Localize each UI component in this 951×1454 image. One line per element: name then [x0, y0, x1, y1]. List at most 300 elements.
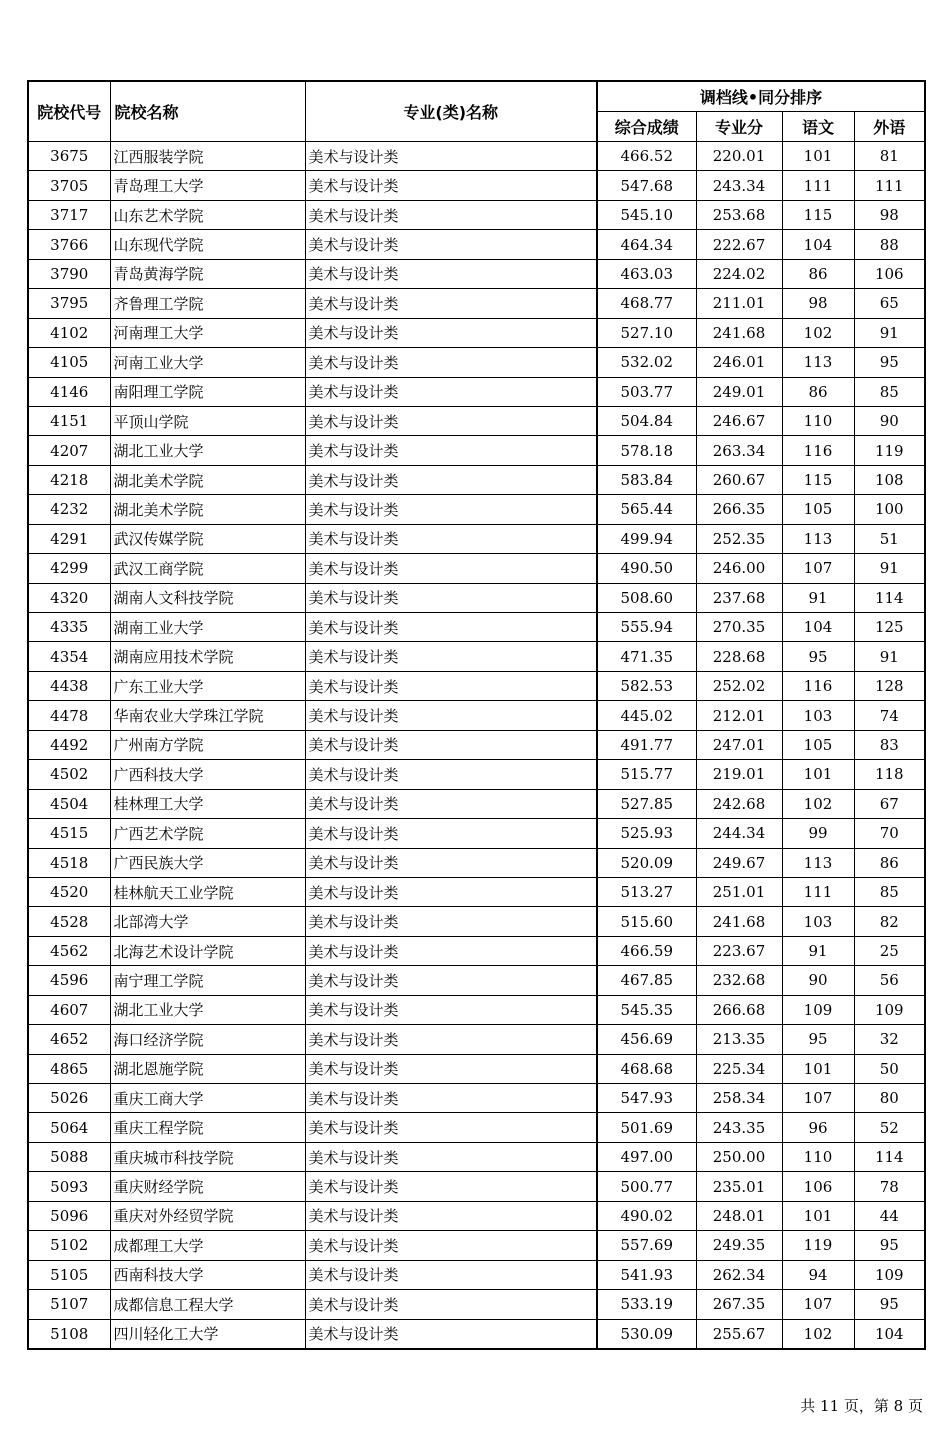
foreign-score: 114	[854, 583, 925, 612]
total-score: 499.94	[597, 524, 696, 553]
table-row	[28, 200, 925, 229]
school-code: 4515	[28, 819, 110, 848]
chinese-score: 119	[782, 1231, 854, 1260]
school-code: 5102	[28, 1231, 110, 1260]
school-name: 湖北工业大学	[110, 436, 305, 465]
foreign-score: 95	[854, 1290, 925, 1319]
school-code: 4504	[28, 789, 110, 818]
major-score: 247.01	[696, 730, 782, 759]
header-major-score: 专业分	[696, 112, 782, 142]
foreign-score: 86	[854, 848, 925, 877]
chinese-score: 113	[782, 348, 854, 377]
table-row	[28, 377, 925, 406]
foreign-score: 95	[854, 348, 925, 377]
major-score: 228.68	[696, 642, 782, 671]
major-name: 美术与设计类	[305, 642, 597, 671]
foreign-score: 50	[854, 1054, 925, 1083]
major-name: 美术与设计类	[305, 406, 597, 435]
major-score: 262.34	[696, 1260, 782, 1289]
major-name: 美术与设计类	[305, 1290, 597, 1319]
major-name: 美术与设计类	[305, 877, 597, 906]
chinese-score: 104	[782, 613, 854, 642]
foreign-score: 91	[854, 318, 925, 347]
school-name: 桂林航天工业学院	[110, 877, 305, 906]
major-name: 美术与设计类	[305, 936, 597, 965]
total-score: 471.35	[597, 642, 696, 671]
chinese-score: 115	[782, 465, 854, 494]
major-score: 220.01	[696, 142, 782, 171]
school-name: 四川轻化工大学	[110, 1319, 305, 1349]
major-score: 266.35	[696, 495, 782, 524]
major-name: 美术与设计类	[305, 259, 597, 288]
foreign-score: 108	[854, 465, 925, 494]
total-score: 500.77	[597, 1172, 696, 1201]
school-name: 河南理工大学	[110, 318, 305, 347]
school-code: 3705	[28, 171, 110, 200]
table-row	[28, 289, 925, 318]
table-row	[28, 1025, 925, 1054]
foreign-score: 70	[854, 819, 925, 848]
foreign-score: 83	[854, 730, 925, 759]
school-code: 4102	[28, 318, 110, 347]
school-code: 3795	[28, 289, 110, 318]
major-name: 美术与设计类	[305, 171, 597, 200]
school-name: 广西科技大学	[110, 760, 305, 789]
school-code: 4291	[28, 524, 110, 553]
total-score: 545.10	[597, 200, 696, 229]
major-name: 美术与设计类	[305, 142, 597, 171]
major-score: 250.00	[696, 1142, 782, 1171]
school-name: 平顶山学院	[110, 406, 305, 435]
foreign-score: 91	[854, 642, 925, 671]
school-code: 3790	[28, 259, 110, 288]
header-school: 院校名称	[110, 81, 305, 142]
school-name: 山东艺术学院	[110, 200, 305, 229]
major-name: 美术与设计类	[305, 1113, 597, 1142]
chinese-score: 96	[782, 1113, 854, 1142]
table-row	[28, 495, 925, 524]
table-row	[28, 1113, 925, 1142]
table-row	[28, 142, 925, 171]
table-row	[28, 1231, 925, 1260]
chinese-score: 104	[782, 230, 854, 259]
total-score: 466.52	[597, 142, 696, 171]
admission-score-table	[27, 80, 926, 1350]
school-code: 5096	[28, 1201, 110, 1230]
school-code: 3717	[28, 200, 110, 229]
major-score: 237.68	[696, 583, 782, 612]
school-name: 湖北工业大学	[110, 995, 305, 1024]
chinese-score: 105	[782, 730, 854, 759]
school-name: 广东工业大学	[110, 671, 305, 700]
foreign-score: 95	[854, 1231, 925, 1260]
chinese-score: 111	[782, 171, 854, 200]
school-name: 江西服装学院	[110, 142, 305, 171]
major-score: 213.35	[696, 1025, 782, 1054]
school-name: 华南农业大学珠江学院	[110, 701, 305, 730]
chinese-score: 105	[782, 495, 854, 524]
total-score: 513.27	[597, 877, 696, 906]
chinese-score: 107	[782, 554, 854, 583]
table-row	[28, 1260, 925, 1289]
total-score: 504.84	[597, 406, 696, 435]
total-score: 501.69	[597, 1113, 696, 1142]
table-row	[28, 995, 925, 1024]
total-score: 456.69	[597, 1025, 696, 1054]
school-name: 重庆城市科技学院	[110, 1142, 305, 1171]
chinese-score: 102	[782, 318, 854, 347]
foreign-score: 80	[854, 1084, 925, 1113]
major-score: 243.34	[696, 171, 782, 200]
table-row	[28, 701, 925, 730]
school-code: 5064	[28, 1113, 110, 1142]
major-score: 219.01	[696, 760, 782, 789]
total-score: 557.69	[597, 1231, 696, 1260]
header-major: 专业(类)名称	[305, 81, 597, 142]
major-name: 美术与设计类	[305, 1054, 597, 1083]
major-score: 266.68	[696, 995, 782, 1024]
major-score: 253.68	[696, 200, 782, 229]
major-name: 美术与设计类	[305, 819, 597, 848]
table-row	[28, 789, 925, 818]
school-code: 4299	[28, 554, 110, 583]
school-name: 山东现代学院	[110, 230, 305, 259]
school-code: 4438	[28, 671, 110, 700]
major-score: 252.02	[696, 671, 782, 700]
school-code: 4596	[28, 966, 110, 995]
table-row	[28, 1290, 925, 1319]
table-row	[28, 966, 925, 995]
foreign-score: 85	[854, 377, 925, 406]
chinese-score: 110	[782, 406, 854, 435]
table-row	[28, 907, 925, 936]
table-row	[28, 406, 925, 435]
total-score: 468.77	[597, 289, 696, 318]
foreign-score: 74	[854, 701, 925, 730]
header-total: 综合成绩	[597, 112, 696, 142]
school-name: 湖南工业大学	[110, 613, 305, 642]
major-name: 美术与设计类	[305, 701, 597, 730]
table-row	[28, 171, 925, 200]
total-score: 527.85	[597, 789, 696, 818]
major-name: 美术与设计类	[305, 583, 597, 612]
major-name: 美术与设计类	[305, 1319, 597, 1349]
foreign-score: 44	[854, 1201, 925, 1230]
major-score: 246.01	[696, 348, 782, 377]
school-code: 4502	[28, 760, 110, 789]
major-name: 美术与设计类	[305, 554, 597, 583]
major-name: 美术与设计类	[305, 289, 597, 318]
foreign-score: 114	[854, 1142, 925, 1171]
major-score: 223.67	[696, 936, 782, 965]
school-code: 4218	[28, 465, 110, 494]
school-code: 4478	[28, 701, 110, 730]
school-code: 4151	[28, 406, 110, 435]
major-score: 243.35	[696, 1113, 782, 1142]
foreign-score: 98	[854, 200, 925, 229]
table-row	[28, 465, 925, 494]
chinese-score: 91	[782, 583, 854, 612]
total-score: 532.02	[597, 348, 696, 377]
total-score: 503.77	[597, 377, 696, 406]
total-score: 533.19	[597, 1290, 696, 1319]
table-body	[28, 142, 925, 1349]
chinese-score: 101	[782, 142, 854, 171]
foreign-score: 119	[854, 436, 925, 465]
table-row	[28, 760, 925, 789]
table-row	[28, 877, 925, 906]
chinese-score: 99	[782, 819, 854, 848]
table-row	[28, 1084, 925, 1113]
total-score: 515.77	[597, 760, 696, 789]
school-name: 武汉传媒学院	[110, 524, 305, 553]
total-score: 547.68	[597, 171, 696, 200]
major-name: 美术与设计类	[305, 377, 597, 406]
total-score: 520.09	[597, 848, 696, 877]
total-score: 467.85	[597, 966, 696, 995]
school-name: 重庆工商大学	[110, 1084, 305, 1113]
major-name: 美术与设计类	[305, 1025, 597, 1054]
table-row	[28, 848, 925, 877]
table-row	[28, 1319, 925, 1349]
foreign-score: 25	[854, 936, 925, 965]
table-row	[28, 1172, 925, 1201]
foreign-score: 82	[854, 907, 925, 936]
school-code: 5107	[28, 1290, 110, 1319]
foreign-score: 118	[854, 760, 925, 789]
major-name: 美术与设计类	[305, 848, 597, 877]
total-score: 497.00	[597, 1142, 696, 1171]
chinese-score: 103	[782, 907, 854, 936]
major-name: 美术与设计类	[305, 318, 597, 347]
major-score: 249.67	[696, 848, 782, 877]
major-score: 235.01	[696, 1172, 782, 1201]
school-code: 4520	[28, 877, 110, 906]
major-name: 美术与设计类	[305, 348, 597, 377]
school-name: 广西民族大学	[110, 848, 305, 877]
school-code: 4354	[28, 642, 110, 671]
foreign-score: 100	[854, 495, 925, 524]
major-score: 248.01	[696, 1201, 782, 1230]
header-chinese: 语文	[782, 112, 854, 142]
total-score: 583.84	[597, 465, 696, 494]
total-score: 463.03	[597, 259, 696, 288]
foreign-score: 109	[854, 1260, 925, 1289]
total-score: 508.60	[597, 583, 696, 612]
chinese-score: 95	[782, 642, 854, 671]
foreign-score: 56	[854, 966, 925, 995]
foreign-score: 88	[854, 230, 925, 259]
school-code: 4232	[28, 495, 110, 524]
school-code: 4105	[28, 348, 110, 377]
major-name: 美术与设计类	[305, 524, 597, 553]
major-score: 270.35	[696, 613, 782, 642]
major-name: 美术与设计类	[305, 1231, 597, 1260]
major-name: 美术与设计类	[305, 613, 597, 642]
total-score: 525.93	[597, 819, 696, 848]
school-code: 4562	[28, 936, 110, 965]
school-code: 4335	[28, 613, 110, 642]
major-score: 225.34	[696, 1054, 782, 1083]
school-name: 湖南人文科技学院	[110, 583, 305, 612]
foreign-score: 91	[854, 554, 925, 583]
school-name: 桂林理工大学	[110, 789, 305, 818]
major-score: 244.34	[696, 819, 782, 848]
major-score: 246.00	[696, 554, 782, 583]
foreign-score: 32	[854, 1025, 925, 1054]
header-group: 调档线•同分排序	[597, 81, 925, 112]
major-score: 252.35	[696, 524, 782, 553]
foreign-score: 52	[854, 1113, 925, 1142]
total-score: 547.93	[597, 1084, 696, 1113]
school-name: 海口经济学院	[110, 1025, 305, 1054]
chinese-score: 116	[782, 671, 854, 700]
school-name: 西南科技大学	[110, 1260, 305, 1289]
major-name: 美术与设计类	[305, 495, 597, 524]
foreign-score: 104	[854, 1319, 925, 1349]
foreign-score: 51	[854, 524, 925, 553]
table-row	[28, 436, 925, 465]
foreign-score: 85	[854, 877, 925, 906]
major-name: 美术与设计类	[305, 1201, 597, 1230]
school-name: 齐鲁理工学院	[110, 289, 305, 318]
school-code: 4528	[28, 907, 110, 936]
school-name: 广州南方学院	[110, 730, 305, 759]
total-score: 464.34	[597, 230, 696, 259]
chinese-score: 113	[782, 524, 854, 553]
school-code: 4146	[28, 377, 110, 406]
major-score: 258.34	[696, 1084, 782, 1113]
major-score: 212.01	[696, 701, 782, 730]
school-code: 4607	[28, 995, 110, 1024]
school-code: 5105	[28, 1260, 110, 1289]
school-code: 5108	[28, 1319, 110, 1349]
total-score: 490.50	[597, 554, 696, 583]
school-name: 湖南应用技术学院	[110, 642, 305, 671]
school-name: 南宁理工学院	[110, 966, 305, 995]
chinese-score: 116	[782, 436, 854, 465]
school-name: 重庆工程学院	[110, 1113, 305, 1142]
major-score: 241.68	[696, 907, 782, 936]
major-name: 美术与设计类	[305, 1142, 597, 1171]
table-row	[28, 554, 925, 583]
major-score: 249.01	[696, 377, 782, 406]
school-name: 武汉工商学院	[110, 554, 305, 583]
chinese-score: 110	[782, 1142, 854, 1171]
major-name: 美术与设计类	[305, 760, 597, 789]
major-score: 263.34	[696, 436, 782, 465]
foreign-score: 128	[854, 671, 925, 700]
school-name: 湖北恩施学院	[110, 1054, 305, 1083]
total-score: 466.59	[597, 936, 696, 965]
table-row	[28, 819, 925, 848]
school-name: 南阳理工学院	[110, 377, 305, 406]
total-score: 565.44	[597, 495, 696, 524]
table-row	[28, 1142, 925, 1171]
foreign-score: 111	[854, 171, 925, 200]
table-row	[28, 730, 925, 759]
chinese-score: 86	[782, 259, 854, 288]
school-name: 北海艺术设计学院	[110, 936, 305, 965]
chinese-score: 111	[782, 877, 854, 906]
total-score: 490.02	[597, 1201, 696, 1230]
foreign-score: 78	[854, 1172, 925, 1201]
chinese-score: 109	[782, 995, 854, 1024]
school-name: 广西艺术学院	[110, 819, 305, 848]
chinese-score: 101	[782, 1054, 854, 1083]
chinese-score: 102	[782, 1319, 854, 1349]
school-code: 5088	[28, 1142, 110, 1171]
foreign-score: 90	[854, 406, 925, 435]
school-code: 3766	[28, 230, 110, 259]
major-name: 美术与设计类	[305, 1260, 597, 1289]
chinese-score: 113	[782, 848, 854, 877]
major-name: 美术与设计类	[305, 789, 597, 818]
total-score: 582.53	[597, 671, 696, 700]
chinese-score: 115	[782, 200, 854, 229]
total-score: 545.35	[597, 995, 696, 1024]
chinese-score: 95	[782, 1025, 854, 1054]
major-name: 美术与设计类	[305, 436, 597, 465]
chinese-score: 107	[782, 1084, 854, 1113]
school-name: 重庆财经学院	[110, 1172, 305, 1201]
school-code: 3675	[28, 142, 110, 171]
table-row	[28, 936, 925, 965]
total-score: 491.77	[597, 730, 696, 759]
chinese-score: 98	[782, 289, 854, 318]
major-name: 美术与设计类	[305, 1084, 597, 1113]
school-code: 5093	[28, 1172, 110, 1201]
total-score: 530.09	[597, 1319, 696, 1349]
school-code: 4320	[28, 583, 110, 612]
chinese-score: 91	[782, 936, 854, 965]
school-name: 湖北美术学院	[110, 465, 305, 494]
major-score: 260.67	[696, 465, 782, 494]
foreign-score: 106	[854, 259, 925, 288]
total-score: 555.94	[597, 613, 696, 642]
header-code: 院校代号	[28, 81, 110, 142]
school-code: 5026	[28, 1084, 110, 1113]
school-name: 湖北美术学院	[110, 495, 305, 524]
major-score: 251.01	[696, 877, 782, 906]
major-name: 美术与设计类	[305, 230, 597, 259]
table-row	[28, 642, 925, 671]
school-code: 4518	[28, 848, 110, 877]
header-foreign: 外语	[854, 112, 925, 142]
total-score: 468.68	[597, 1054, 696, 1083]
table-row	[28, 1054, 925, 1083]
school-code: 4652	[28, 1025, 110, 1054]
major-name: 美术与设计类	[305, 465, 597, 494]
table-row	[28, 524, 925, 553]
chinese-score: 103	[782, 701, 854, 730]
chinese-score: 102	[782, 789, 854, 818]
table-row	[28, 583, 925, 612]
total-score: 527.10	[597, 318, 696, 347]
major-score: 222.67	[696, 230, 782, 259]
total-score: 578.18	[597, 436, 696, 465]
table-row	[28, 671, 925, 700]
foreign-score: 81	[854, 142, 925, 171]
foreign-score: 67	[854, 789, 925, 818]
major-score: 255.67	[696, 1319, 782, 1349]
major-name: 美术与设计类	[305, 907, 597, 936]
school-code: 4207	[28, 436, 110, 465]
chinese-score: 101	[782, 1201, 854, 1230]
school-name: 青岛理工大学	[110, 171, 305, 200]
chinese-score: 107	[782, 1290, 854, 1319]
page-footer: 共 11 页，第 8 页	[800, 1397, 923, 1415]
